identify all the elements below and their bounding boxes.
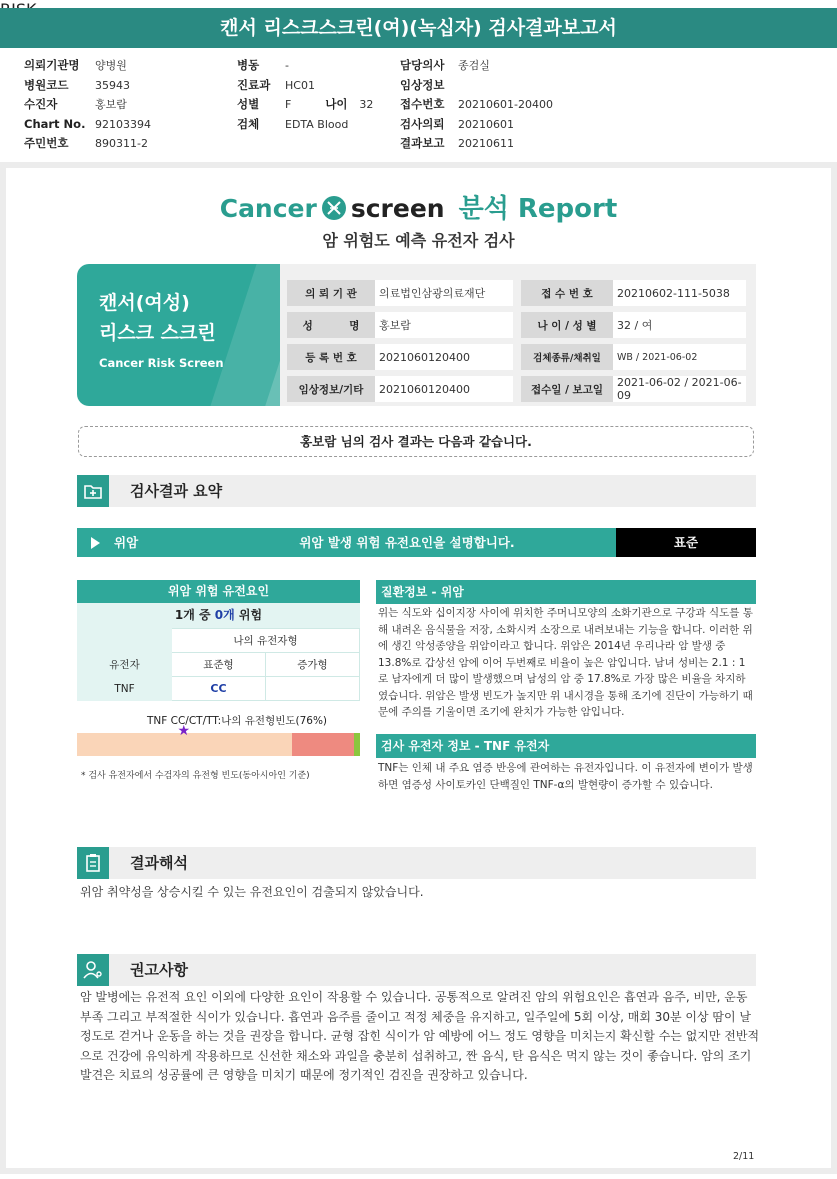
cancer-description: 위암 발생 위험 유전요인을 설명합니다. [299, 535, 515, 550]
info-key: 성 명 [287, 312, 375, 338]
play-arrow-icon [91, 537, 100, 549]
meta-column-1 [24, 56, 151, 154]
meta-row [24, 115, 151, 135]
meta-row [24, 134, 151, 154]
info-row [287, 312, 746, 338]
card-title-line1: 캔서(여성) [99, 292, 190, 314]
section-title: 권고사항 [130, 961, 188, 979]
info-value: WB / 2021-06-02 [613, 344, 746, 370]
meta-value: HC01 [285, 78, 315, 92]
table-corner [78, 629, 172, 653]
info-gap [513, 344, 521, 370]
cancer-result-bar [77, 528, 616, 557]
info-value: 20210602-111-5038 [613, 280, 746, 306]
meta-row [400, 56, 553, 76]
info-key: 접수일 / 보고일 [521, 376, 613, 402]
meta-key: 임상정보 [400, 77, 445, 92]
page-frame-right [831, 162, 837, 1174]
gene-name: TNF [78, 677, 172, 701]
info-value: 2021-06-02 / 2021-06-09 [613, 376, 746, 402]
page-frame-bottom [0, 1168, 837, 1174]
interpretation-text: 위암 취약성을 상승시킬 수 있는 유전요인이 검출되지 않았습니다. [80, 885, 424, 899]
section-summary-header [77, 475, 756, 507]
age-key: 나이 [325, 97, 348, 111]
meta-value: 20210601-20400 [458, 98, 553, 111]
info-gap [513, 312, 521, 338]
meta-row [24, 56, 151, 76]
patient-info-table [287, 274, 746, 408]
meta-row [237, 115, 373, 135]
meta-row [400, 115, 553, 135]
genotype-subheader-row [78, 653, 360, 677]
meta-value: 20210611 [458, 137, 514, 150]
disease-info-header: 질환정보 - 위암 [376, 580, 756, 604]
meta-key: 의뢰기관명 [24, 58, 80, 72]
info-key: 접 수 번 호 [521, 280, 613, 306]
info-value: 홍보람 [375, 312, 513, 338]
meta-key: 주민번호 [24, 136, 69, 150]
meta-key: 병동 [237, 58, 260, 72]
meta-row [400, 76, 553, 96]
cancer-name: 위암 [114, 535, 139, 550]
my-genotype-star-icon: ★ [177, 723, 191, 739]
gene-info-text: TNF는 인체 내 주요 염증 반응에 관여하는 유전자입니다. 이 유전자에 변이가 발생하면 염증성 사이토카인 단백질인 TNF-α의 발현량이 증가할 수 있습니다. [378, 762, 753, 791]
info-key: 임상정보/기타 [287, 376, 375, 402]
meta-column-3 [400, 56, 553, 154]
meta-row [400, 134, 553, 154]
info-gap [513, 376, 521, 402]
meta-key: 접수번호 [400, 97, 445, 111]
genotype-table [77, 628, 360, 701]
section-interpretation-header [77, 847, 756, 879]
risk-grade-badge: 표준 [616, 528, 756, 557]
gene-normal-value: CC [172, 677, 266, 701]
meta-key: 수진자 [24, 97, 58, 111]
table-row [78, 677, 360, 701]
normal-type-header: 표준형 [172, 653, 266, 677]
meta-value: 종검실 [458, 59, 490, 72]
meta-key: 검사의뢰 [400, 116, 445, 131]
product-card [77, 264, 280, 406]
greeting-box: 홍보람 님의 검사 결과는 다음과 같습니다. [78, 426, 754, 457]
meta-value: F [285, 98, 292, 111]
risk-count-suffix: 위험 [234, 608, 263, 622]
disease-info-text: 위는 식도와 십이지장 사이에 위치한 주머니모양의 소화기관으로 구강과 식도를 통해 내려온 음식물을 저장, 소화시켜 소장으로 내려보내는 기능을 합니다. 이러한 위에 생긴 악성종양을 위암이라고 합니다. 위암은 2014년 우리나라 암 발생 중 13.8%로 갑상선 암에 이어 두번째로 비율이 높은 암입니다. 남녀 성비는 2.1 : 1로 남자에게 더 많이 발생했으며 남성의 암 중 17.8%로 가장 많은 비율을 차지하였습니다. 위암은 발생 빈도가 높지만 위 내시경을 통해 조기에 진단이 가능하기 때문에 주의를 기울이면 조기에 완치가 가능한 암입니다. [378, 607, 753, 718]
cancer-screen-logo [0, 188, 837, 225]
folder-plus-icon [77, 475, 109, 507]
meta-row [237, 95, 373, 115]
meta-key: 검체 [237, 116, 260, 131]
info-value: 2021060120400 [375, 376, 513, 402]
genotype-frequency-bar [77, 733, 360, 756]
frequency-label: TNF CC/CT/TT:나의 유전형빈도(76%) [147, 715, 328, 727]
meta-value: - [285, 59, 289, 72]
recommendation-text: 암 발병에는 유전적 요인 이외에 다양한 요인이 작용할 수 있습니다. 공통적으로 알려진 암의 위험요인은 흡연과 음주, 비만, 운동 부족 그리고 부적절한 식이가 있습니다. 흡연과 음주를 줄이고 적정 체중을 유지하고, 일주일에 5회 이상, 매회 30분 이상 땀이 날 정도로 걷거나 운동을 하는 것을 권장을 합니다. 균형 잡힌 식이가 암 예방에 어느 정도 영향을 미치는지 확신할 수는 없지만 전반적으로 건강에 유익하게 작용하므로 신선한 채소와 과일을 충분히 섭취하고, 짠 음식, 탄 음식은 먹지 않는 것이 좋습니다. 암의 조기발견은 치료의 성공률에 큰 영향을 미치기 때문에 정기적인 검진을 권장하고 있습니다. [80, 990, 760, 1082]
meta-key: Chart No. [24, 116, 86, 131]
dna-icon [321, 195, 347, 221]
logo-report-text: 분석 Report [458, 194, 618, 224]
section-title: 검사결과 요약 [130, 482, 223, 500]
meta-column-2 [237, 56, 373, 134]
footnote: * 검사 유전자에서 수검자의 유전형 빈도(동아시아인 기준) [81, 771, 310, 781]
increased-type-header: 증가형 [265, 653, 359, 677]
logo-cancer-text: Cancer [219, 194, 317, 223]
clipboard-icon [77, 847, 109, 879]
age-value: 32 [359, 98, 374, 111]
gene-increased-value [265, 677, 359, 701]
meta-value: 35943 [95, 78, 130, 92]
report-title-banner: 캔서 리스크스크린(여)(녹십자) 검사결과보고서 [0, 8, 837, 48]
meta-value: 92103394 [95, 117, 151, 131]
info-value: 32 / 여 [613, 312, 746, 338]
info-key: 등 록 번 호 [287, 344, 375, 370]
frequency-segment-tt [354, 733, 360, 756]
page-number: 2/11 [733, 1151, 755, 1162]
info-value: 의료법인삼광의료재단 [375, 280, 513, 306]
page-frame-left [0, 162, 6, 1174]
info-key: 의 뢰 기 관 [287, 280, 375, 306]
meta-key: 병원코드 [24, 77, 69, 92]
meta-row [24, 76, 151, 96]
card-title-line2: 리스크 스크린 [99, 322, 216, 344]
risk-factor-title: 위암 위험 유전요인 [77, 580, 360, 603]
risk-count-number: 0개 [214, 608, 235, 622]
risk-count [77, 603, 360, 628]
info-gap [513, 280, 521, 306]
meta-value: EDTA Blood [285, 117, 349, 131]
meta-row [237, 76, 373, 96]
info-key: 나 이 / 성 별 [521, 312, 613, 338]
gene-column-header: 유전자 [78, 653, 172, 677]
frequency-segment-ct [292, 733, 354, 756]
meta-row [400, 95, 553, 115]
info-value: 2021060120400 [375, 344, 513, 370]
page-subtitle: 암 위험도 예측 유전자 검사 [322, 231, 515, 250]
section-title: 결과해석 [130, 854, 188, 872]
info-row [287, 280, 746, 306]
info-row [287, 344, 746, 370]
meta-key: 결과보고 [400, 136, 445, 150]
page-frame-top [0, 162, 837, 168]
meta-key: 담당의사 [400, 58, 445, 72]
doctor-icon [77, 954, 109, 986]
info-key: 검체종류/채취일 [521, 344, 613, 370]
meta-value: 홍보람 [95, 98, 127, 111]
logo-screen-text: screen [350, 194, 445, 223]
meta-row [24, 95, 151, 115]
meta-key: 성별 [237, 97, 260, 111]
info-row [287, 376, 746, 402]
risk-count-prefix: 1개 중 [174, 608, 215, 622]
meta-key: 진료과 [237, 77, 271, 92]
section-recommendation-header [77, 954, 756, 986]
meta-row [237, 56, 373, 76]
gene-info-header: 검사 유전자 정보 - TNF 유전자 [376, 734, 756, 758]
genotype-header-row [78, 629, 360, 653]
card-title-english: Cancer Risk Screen [99, 356, 224, 370]
my-genotype-header: 나의 유전자형 [172, 629, 360, 653]
meta-value: 양병원 [95, 59, 127, 72]
meta-value: 20210601 [458, 117, 514, 131]
meta-value: 890311-2 [95, 137, 148, 150]
